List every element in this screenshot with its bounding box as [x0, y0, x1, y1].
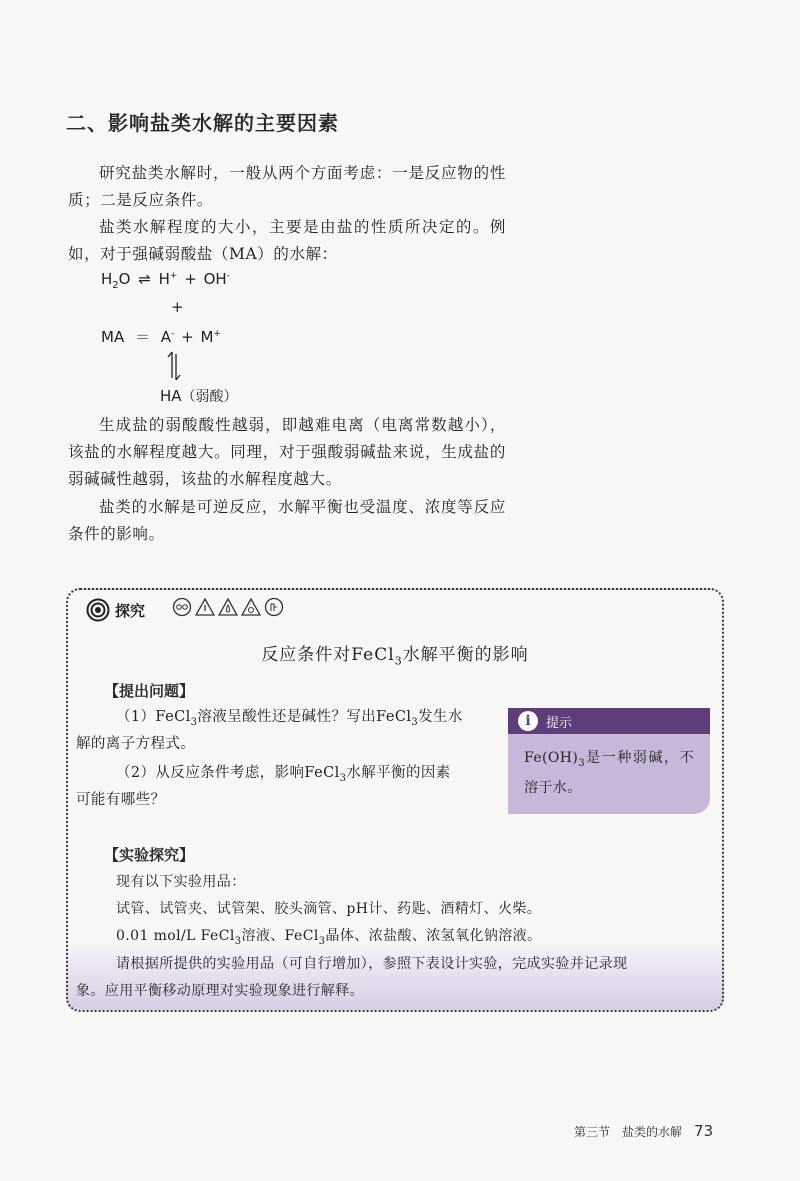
footer-section: 第三节	[574, 1125, 611, 1139]
q1-pre: （1）FeCl	[116, 709, 191, 725]
experiment-line-2: 试管、试管夹、试管架、胶头滴管、pH计、药匙、酒精灯、火柴。	[116, 901, 542, 917]
eq-plus: +	[184, 270, 197, 288]
eq-h: H	[101, 270, 113, 288]
vertical-equilibrium-arrow-icon	[166, 350, 182, 382]
eq-a-ion: A	[160, 328, 172, 346]
eq-m-charge: +	[213, 329, 221, 339]
question-1-line-2: 解的离子方程式。	[76, 736, 196, 752]
eq-oh: OH	[203, 270, 227, 288]
q1-mid: 溶液呈酸性还是碱性？写出FeCl	[197, 709, 412, 725]
title-pre: 反应条件对FeCl	[261, 645, 395, 665]
tip-card	[508, 708, 710, 814]
tip-label: 提示	[546, 715, 573, 731]
title-post: 水解平衡的影响	[402, 645, 529, 665]
fire-warning-icon	[218, 597, 238, 617]
corrosive-warning-icon	[195, 597, 215, 617]
eq-equals: ＝	[134, 328, 150, 346]
exp3-sub2: 3	[318, 935, 326, 947]
page-number: 73	[694, 1122, 714, 1140]
inquiry-label: 探究	[115, 601, 146, 620]
exp3-sub: 3	[234, 935, 242, 947]
wash-hands-icon	[264, 597, 284, 617]
ma-dissociation	[101, 326, 221, 347]
inquiry-box	[66, 588, 724, 1012]
q2-pre: （2）从反应条件考虑，影响FeCl	[116, 765, 340, 781]
section-title: 二、影响盐类水解的主要因素	[66, 111, 339, 135]
exp3-post: 晶体、浓盐酸、浓氢氧化钠溶液。	[325, 928, 542, 944]
hot-warning-icon	[241, 597, 261, 617]
q2-post: 水解平衡的因素	[346, 765, 451, 781]
q1-post: 发生水	[418, 709, 463, 725]
eq-o: O	[118, 270, 131, 288]
tip-header	[508, 708, 710, 734]
inquiry-header	[86, 598, 145, 622]
experiment-line-4: 请根据所提供的实验用品（可自行增加），参照下表设计实验，完成实验并记录现	[116, 956, 628, 972]
tip-pre: Fe(OH)	[524, 750, 579, 766]
experiment-line-1: 现有以下实验用品：	[116, 874, 246, 890]
tip-post: 是一种弱碱，不溶于水。	[524, 750, 694, 796]
tip-body	[508, 734, 710, 800]
eq-plus-2: +	[181, 328, 194, 346]
ha-weak-acid	[160, 386, 238, 406]
water-ionization	[101, 270, 230, 291]
q1-sub2: 3	[411, 716, 419, 728]
inquiry-title	[68, 640, 722, 667]
target-icon	[86, 598, 110, 622]
eq-charge-plus: +	[169, 271, 178, 281]
tip-sub: 3	[578, 757, 586, 769]
paragraph-2: 盐类水解程度的大小，主要是由盐的性质所决定的。例如，对于强碱弱酸盐（MA）的水解：	[68, 218, 506, 263]
eq-sub-2: 2	[112, 280, 119, 291]
eq-h-ion: H	[158, 270, 170, 288]
safety-icons	[172, 597, 284, 617]
eq-m-ion: M	[200, 328, 214, 346]
info-icon: i	[518, 711, 538, 731]
paragraph-4: 盐类的水解是可逆反应，水解平衡也受温度、浓度等反应条件的影响。	[68, 498, 506, 543]
eq-ha-note: （弱酸）	[181, 389, 238, 405]
vertical-plus: +	[171, 298, 184, 316]
eq-ma: MA	[101, 328, 125, 346]
q1-sub: 3	[190, 716, 198, 728]
question-2-line-2: 可能有哪些？	[76, 792, 166, 808]
goggles-icon	[172, 597, 192, 617]
raise-question-heading: 【提出问题】	[104, 682, 195, 700]
title-sub: 3	[394, 654, 403, 668]
eq-charge-minus: -	[226, 271, 230, 281]
eq-ha: HA	[160, 387, 182, 405]
exp3-pre: 0.01 mol/L FeCl	[116, 928, 235, 944]
q2-sub: 3	[339, 772, 347, 784]
exp3-mid: 溶液、FeCl	[241, 928, 319, 944]
question-2-line-1	[116, 760, 451, 792]
experiment-line-5: 象。应用平衡移动原理对实验现象进行解释。	[76, 983, 364, 999]
footer-chapter: 盐类的水解	[622, 1125, 683, 1139]
equilibrium-arrow: ⇌	[138, 270, 151, 288]
page-footer	[574, 1122, 713, 1140]
paragraph-1: 研究盐类水解时，一般从两个方面考虑：一是反应物的性质；二是反应条件。	[68, 164, 506, 209]
eq-a-charge: -	[171, 329, 175, 339]
experiment-heading: 【实验探究】	[104, 846, 195, 864]
paragraph-3: 生成盐的弱酸酸性越弱，即越难电离（电离常数越小），该盐的水解程度越大。同理，对于强酸弱碱盐来说，生成盐的弱碱碱性越弱，该盐的水解程度越大。	[68, 416, 506, 488]
